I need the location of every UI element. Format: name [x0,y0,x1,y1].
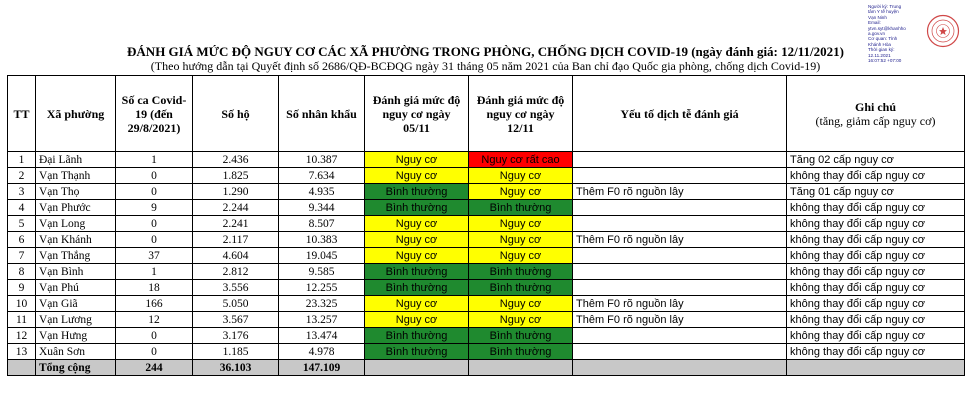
row-note: không thay đổi cấp nguy cơ [787,280,965,296]
row-tt: 9 [8,280,36,296]
row-population: 7.634 [279,168,365,184]
table-row [8,328,965,344]
page-subtitle: (Theo hướng dẫn tại Quyết định số 2686/QĐ-BCĐQG ngày 31 tháng 05 năm 2021 của Ban chỉ đạo Quốc gia phòng, chống dịch Covid-19) [150,59,821,73]
row-ward: Xuân Sơn [36,344,116,360]
row-households: 3.567 [193,312,279,328]
table-row [8,296,965,312]
row-households: 2.117 [193,232,279,248]
row-households: 2.436 [193,152,279,168]
total-population: 147.109 [279,360,365,376]
row-factors: Thêm F0 rõ nguồn lây [573,312,787,328]
risk-assessment-table [7,75,965,376]
row-cases: 9 [116,200,193,216]
row-tt: 1 [8,152,36,168]
header-note-title: Ghi chú [854,99,896,114]
row-note: Tăng 01 cấp nguy cơ [787,184,965,200]
signature-line: Người ký: Trung [868,4,902,9]
row-risk-0511: Bình thường [365,200,469,216]
header-ward: Xã phường [36,76,116,152]
signature-line: ytvn.syt@khanhho [868,25,906,31]
row-cases: 0 [116,184,193,200]
row-risk-1211: Nguy cơ [469,216,573,232]
row-ward: Vạn Thọ [36,184,116,200]
row-population: 10.383 [279,232,365,248]
row-households: 3.556 [193,280,279,296]
total-households: 36.103 [193,360,279,376]
row-ward: Vạn Giã [36,296,116,312]
row-risk-0511: Nguy cơ [365,168,469,184]
row-population: 8.507 [279,216,365,232]
row-cases: 0 [116,216,193,232]
page-title: ĐÁNH GIÁ MỨC ĐỘ NGUY CƠ CÁC XÃ PHƯỜNG TRONG PHÒNG, CHỐNG DỊCH COVID-19 (ngày đánh giá: 12/11/2021) [127,44,844,59]
signature-line: Vạn Ninh [868,14,887,20]
row-ward: Vạn Thắng [36,248,116,264]
official-seal-icon [926,14,960,48]
table-row [8,152,965,168]
row-ward: Vạn Khánh [36,232,116,248]
row-tt: 11 [8,312,36,328]
header-risk-1211: Đánh giá mức độ nguy cơ ngày 12/11 [469,76,573,152]
row-tt: 6 [8,232,36,248]
row-note: không thay đổi cấp nguy cơ [787,328,965,344]
row-risk-1211: Nguy cơ [469,184,573,200]
row-households: 4.604 [193,248,279,264]
row-risk-1211: Bình thường [469,344,573,360]
row-ward: Vạn Hưng [36,328,116,344]
row-factors [573,264,787,280]
row-risk-0511: Bình thường [365,344,469,360]
row-cases: 12 [116,312,193,328]
signature-line: Cơ quan: Tỉnh [868,36,898,42]
row-households: 2.244 [193,200,279,216]
row-risk-1211: Nguy cơ [469,296,573,312]
row-households: 1.185 [193,344,279,360]
row-factors [573,248,787,264]
header-note-subtitle: (tăng, giảm cấp nguy cơ) [815,113,936,128]
row-factors: Thêm F0 rõ nguồn lây [573,232,787,248]
row-factors: Thêm F0 rõ nguồn lây [573,184,787,200]
row-population: 4.978 [279,344,365,360]
row-risk-0511: Nguy cơ [365,312,469,328]
row-factors: Thêm F0 rõ nguồn lây [573,296,787,312]
row-risk-1211: Nguy cơ [469,232,573,248]
row-factors [573,328,787,344]
row-households: 5.050 [193,296,279,312]
row-tt: 10 [8,296,36,312]
row-ward: Vạn Thạnh [36,168,116,184]
table-row [8,248,965,264]
row-households: 1.290 [193,184,279,200]
signature-line: Email: [868,20,881,26]
row-risk-0511: Nguy cơ [365,152,469,168]
header-factors: Yếu tố dịch tễ đánh giá [573,76,787,152]
row-tt: 4 [8,200,36,216]
row-households: 1.825 [193,168,279,184]
row-risk-1211: Nguy cơ [469,168,573,184]
row-risk-1211: Bình thường [469,200,573,216]
row-factors [573,344,787,360]
row-factors [573,280,787,296]
header-population: Số nhân khẩu [279,76,365,152]
table-row [8,168,965,184]
row-population: 9.344 [279,200,365,216]
row-factors [573,168,787,184]
row-cases: 0 [116,232,193,248]
row-ward: Vạn Phú [36,280,116,296]
table-row [8,200,965,216]
row-cases: 1 [116,264,193,280]
row-tt: 2 [8,168,36,184]
row-population: 9.585 [279,264,365,280]
row-tt: 12 [8,328,36,344]
row-tt: 5 [8,216,36,232]
row-risk-0511: Bình thường [365,264,469,280]
table-row [8,216,965,232]
header-cases: Số ca Covid-19 (đến 29/8/2021) [116,76,193,152]
total-cases: 244 [116,360,193,376]
row-factors [573,216,787,232]
row-population: 19.045 [279,248,365,264]
row-ward: Vạn Phước [36,200,116,216]
total-label: Tổng cộng [36,360,116,376]
row-risk-0511: Bình thường [365,328,469,344]
table-row [8,264,965,280]
signature-line: Khánh Hòa [868,41,891,47]
row-risk-1211: Nguy cơ [469,248,573,264]
row-note: không thay đổi cấp nguy cơ [787,248,965,264]
table-row [8,184,965,200]
row-tt: 7 [8,248,36,264]
table-header-row [8,76,965,152]
table-row [8,312,965,328]
row-risk-0511: Nguy cơ [365,296,469,312]
signature-line: Thời gian ký: [868,47,895,53]
table-row [8,280,965,296]
row-ward: Vạn Lương [36,312,116,328]
row-ward: Đại Lãnh [36,152,116,168]
row-risk-1211: Nguy cơ rất cao [469,152,573,168]
row-population: 13.474 [279,328,365,344]
row-risk-1211: Nguy cơ [469,312,573,328]
header-tt: TT [8,76,36,152]
row-households: 3.176 [193,328,279,344]
row-risk-0511: Bình thường [365,280,469,296]
row-ward: Vạn Bình [36,264,116,280]
row-factors [573,152,787,168]
row-note: không thay đổi cấp nguy cơ [787,344,965,360]
row-households: 2.812 [193,264,279,280]
row-risk-1211: Bình thường [469,264,573,280]
row-cases: 1 [116,152,193,168]
row-cases: 0 [116,168,193,184]
signature-line: tâm Y tế huyện [868,9,899,15]
header-risk-0511: Đánh giá mức độ nguy cơ ngày 05/11 [365,76,469,152]
row-note: không thay đổi cấp nguy cơ [787,232,965,248]
row-note: Tăng 02 cấp nguy cơ [787,152,965,168]
row-factors [573,200,787,216]
row-note: không thay đổi cấp nguy cơ [787,264,965,280]
row-note: không thay đổi cấp nguy cơ [787,216,965,232]
table-row [8,232,965,248]
table-row [8,344,965,360]
total-row [8,360,965,376]
row-cases: 37 [116,248,193,264]
row-cases: 166 [116,296,193,312]
row-population: 10.387 [279,152,365,168]
row-population: 12.255 [279,280,365,296]
row-cases: 0 [116,328,193,344]
row-risk-0511: Bình thường [365,184,469,200]
row-population: 23.325 [279,296,365,312]
row-risk-0511: Nguy cơ [365,248,469,264]
row-note: không thay đổi cấp nguy cơ [787,168,965,184]
row-population: 13.257 [279,312,365,328]
row-risk-1211: Bình thường [469,328,573,344]
header-households: Số hộ [193,76,279,152]
row-note: không thay đổi cấp nguy cơ [787,296,965,312]
row-risk-1211: Bình thường [469,280,573,296]
row-population: 4.935 [279,184,365,200]
row-note: không thay đổi cấp nguy cơ [787,312,965,328]
signature-line: a.gov.vn [868,31,886,37]
row-tt: 8 [8,264,36,280]
row-tt: 3 [8,184,36,200]
row-tt: 13 [8,344,36,360]
row-households: 2.241 [193,216,279,232]
row-risk-0511: Nguy cơ [365,216,469,232]
signature-line: 16:07:52 +07:00 [868,58,902,64]
row-cases: 0 [116,344,193,360]
signature-line: 12.11.2021 [868,52,891,58]
row-ward: Vạn Long [36,216,116,232]
row-risk-0511: Nguy cơ [365,232,469,248]
row-cases: 18 [116,280,193,296]
header-note [787,76,965,152]
row-note: không thay đổi cấp nguy cơ [787,200,965,216]
